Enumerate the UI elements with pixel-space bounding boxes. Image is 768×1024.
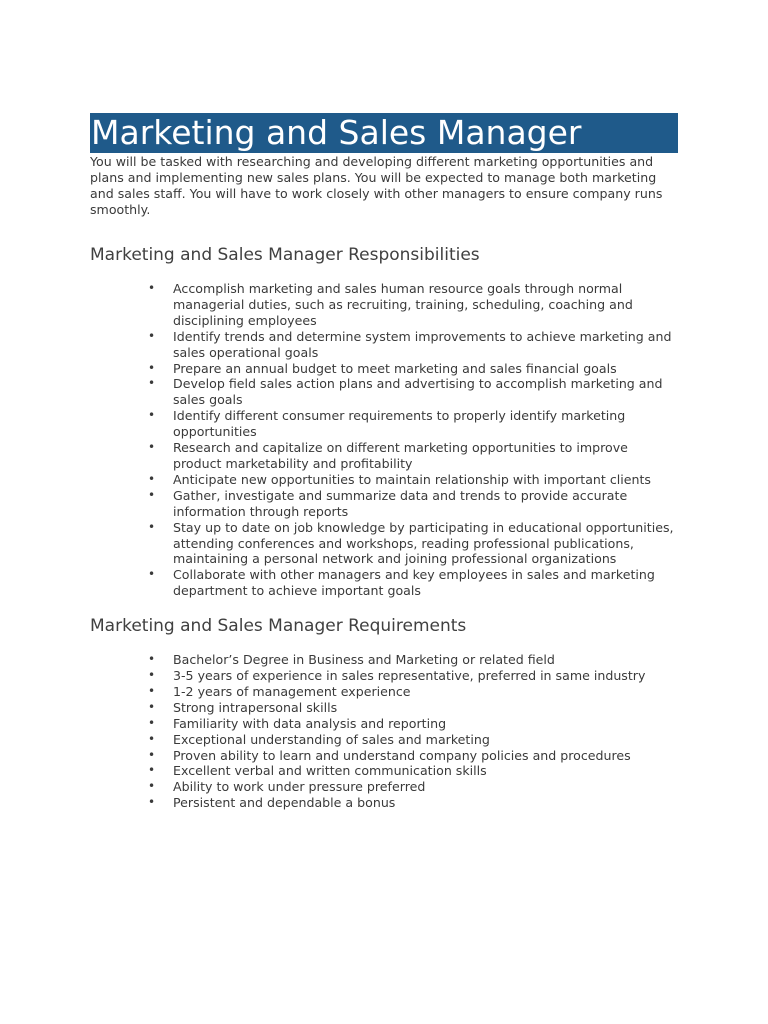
list-item <box>90 520 678 568</box>
list-item-text: Research and capitalize on different marketing opportunities to improve product marketability and profitability <box>173 440 628 471</box>
bullet-icon: • <box>148 487 156 502</box>
list-item-text: Anticipate new opportunities to maintain relationship with important clients <box>173 471 651 487</box>
list-item <box>90 652 678 668</box>
responsibilities-list <box>90 281 678 599</box>
bullet-icon: • <box>148 519 156 534</box>
bullet-icon: • <box>148 376 156 391</box>
list-item <box>90 716 678 732</box>
bullet-icon: • <box>148 731 156 746</box>
bullet-icon: • <box>148 281 156 295</box>
bullet-icon: • <box>148 652 156 667</box>
list-item <box>90 408 678 440</box>
list-item-text: Ability to work under pressure preferred <box>173 779 426 795</box>
list-item <box>90 488 678 520</box>
list-item-text: Collaborate with other managers and key employees in sales and marketing department to achieve important goals <box>173 567 655 599</box>
list-item-text: 3-5 years of experience in sales representative, preferred in same industry <box>173 668 646 684</box>
list-item <box>90 472 678 488</box>
bullet-icon: • <box>148 408 156 423</box>
list-item-text: Familiarity with data analysis and reporting <box>173 715 447 731</box>
bullet-icon: • <box>148 715 156 730</box>
list-item <box>90 684 678 700</box>
bullet-icon: • <box>148 567 156 582</box>
bullet-icon: • <box>148 668 156 683</box>
requirements-list <box>90 652 678 811</box>
list-item-text: Develop field sales action plans and advertising to accomplish marketing and sales goals <box>173 376 663 408</box>
list-item-text: Exceptional understanding of sales and marketing <box>173 731 490 747</box>
list-item-text: Accomplish marketing and sales human resource goals through normal managerial duties, such as recruiting, training, scheduling, coaching and disciplining employees <box>173 281 633 328</box>
list-item-text: Prepare an annual budget to meet marketing and sales financial goals <box>173 360 617 376</box>
list-item <box>90 795 678 811</box>
list-item <box>90 376 678 408</box>
list-item <box>90 329 678 361</box>
list-item <box>90 281 678 329</box>
list-item <box>90 567 678 599</box>
bullet-icon: • <box>148 795 156 810</box>
bullet-icon: • <box>148 440 156 455</box>
page-title: Marketing and Sales Manager <box>90 113 678 153</box>
list-item-text: Gather, investigate and summarize data and trends to provide accurate information through reports <box>173 487 628 519</box>
list-item-text: Persistent and dependable a bonus <box>173 795 396 811</box>
list-item-text: Bachelor’s Degree in Business and Marketing or related field <box>173 652 555 668</box>
bullet-icon: • <box>148 360 156 375</box>
list-item-text: Identify different consumer requirements to properly identify marketing opportunities <box>173 408 626 440</box>
list-item <box>90 668 678 684</box>
list-item <box>90 779 678 795</box>
bullet-icon: • <box>148 699 156 714</box>
bullet-icon: • <box>148 471 156 486</box>
list-item <box>90 440 678 472</box>
list-item-text: Proven ability to learn and understand company policies and procedures <box>173 747 631 763</box>
list-item-text: Stay up to date on job knowledge by participating in educational opportunities, attending conferences and workshops, reading professional publications, maintaining a personal network and joining professional organizations <box>173 519 674 567</box>
list-item-text: Strong intrapersonal skills <box>173 699 338 715</box>
requirements-heading: Marketing and Sales Manager Requirements <box>90 616 467 637</box>
bullet-icon: • <box>148 779 156 794</box>
list-item-text: Excellent verbal and written communication skills <box>173 763 487 779</box>
list-item-text: Identify trends and determine system improvements to achieve marketing and sales operational goals <box>173 328 672 360</box>
bullet-icon: • <box>148 683 156 698</box>
document-page <box>90 113 678 811</box>
list-item <box>90 700 678 716</box>
intro-paragraph: You will be tasked with researching and developing different marketing opportunities and plans and implementing new sales plans. You will be expected to manage both marketing and sales staff. You will have to work closely with other managers to ensure company runs smoothly. <box>90 154 663 217</box>
bullet-icon: • <box>148 328 156 343</box>
bullet-icon: • <box>148 763 156 778</box>
responsibilities-heading: Marketing and Sales Manager Responsibilities <box>90 245 480 265</box>
bullet-icon: • <box>148 747 156 762</box>
list-item-text: 1-2 years of management experience <box>173 683 411 699</box>
list-item <box>90 763 678 779</box>
list-item <box>90 748 678 764</box>
list-item <box>90 361 678 377</box>
list-item <box>90 732 678 748</box>
